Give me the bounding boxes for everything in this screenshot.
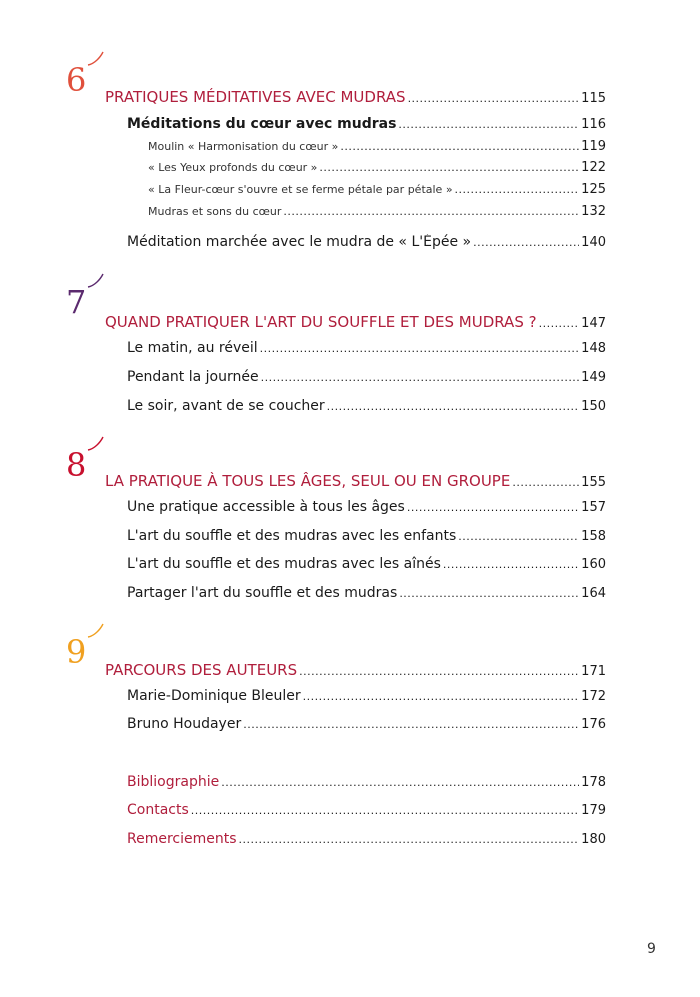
page-number: 178 [581, 775, 606, 790]
dot-leader [283, 205, 579, 218]
back-matter-title: Remerciements [127, 831, 237, 847]
dot-leader [443, 558, 579, 571]
page-folio: 9 [647, 941, 656, 957]
subsection-title: Mudras et sons du cœur [148, 205, 282, 218]
back-matter-title: Contacts [127, 802, 189, 818]
toc-section[interactable] [127, 340, 606, 356]
chapter-number-6 [66, 61, 87, 99]
toc-section[interactable] [127, 398, 606, 414]
dot-leader [512, 476, 579, 489]
dot-leader [303, 690, 580, 703]
toc-acknowledgements[interactable] [127, 831, 606, 847]
page-number: 147 [581, 316, 606, 331]
chapter-title: PARCOURS DES AUTEURS [105, 661, 298, 679]
dot-leader [399, 587, 579, 600]
section-title: Méditations du cœur avec mudras [127, 116, 397, 132]
dot-leader [539, 317, 580, 330]
chapter-number-7 [66, 283, 87, 321]
chapter-number-text: 9 [66, 633, 87, 671]
page-number: 132 [581, 204, 606, 219]
page-number: 150 [581, 399, 606, 414]
dot-leader [261, 371, 580, 384]
page-number: 158 [581, 529, 606, 544]
toc-contacts[interactable] [127, 802, 606, 818]
toc-section[interactable] [127, 369, 606, 385]
chapter-number-8 [66, 446, 87, 484]
page-number: 157 [581, 500, 606, 515]
dot-leader [408, 92, 580, 105]
toc-section[interactable] [127, 585, 606, 601]
page-number: 149 [581, 370, 606, 385]
page-number: 171 [581, 664, 606, 679]
section-title: Méditation marchée avec le mudra de « L'Épée » [127, 234, 472, 250]
toc-section[interactable] [127, 499, 606, 515]
chapter-number-text: 8 [66, 446, 87, 484]
page-number: 140 [581, 235, 606, 250]
page-number: 160 [581, 557, 606, 572]
subsection-title: « Les Yeux profonds du cœur » [148, 161, 318, 174]
page-number: 148 [581, 341, 606, 356]
back-matter-title: Bibliographie [127, 774, 220, 790]
toc-section[interactable] [127, 716, 606, 732]
page-number: 172 [581, 689, 606, 704]
section-title: L'art du souffle et des mudras avec les aînés [127, 556, 441, 572]
section-title: Marie-Dominique Bleuler [127, 688, 301, 704]
dot-leader [455, 183, 580, 196]
dot-leader [458, 530, 579, 543]
dot-leader [260, 342, 580, 355]
section-title: Pendant la journée [127, 369, 259, 385]
dot-leader [221, 776, 579, 789]
toc-section[interactable] [127, 688, 606, 704]
section-title: Le soir, avant de se coucher [127, 398, 325, 414]
toc-subsection[interactable] [148, 182, 606, 197]
section-title: Une pratique accessible à tous les âges [127, 499, 405, 515]
dot-leader [473, 236, 579, 249]
subsection-title: « La Fleur-cœur s'ouvre et se ferme pétale par pétale » [148, 183, 453, 196]
toc-chapter-7-title[interactable] [105, 313, 606, 331]
dot-leader [299, 665, 579, 678]
section-title: Partager l'art du souffle et des mudras [127, 585, 398, 601]
toc-section[interactable] [127, 116, 606, 132]
page-number: 125 [581, 182, 606, 197]
page-number: 176 [581, 717, 606, 732]
section-title: Bruno Houdayer [127, 716, 242, 732]
toc-chapter-6-title[interactable] [105, 88, 606, 106]
swash-ornament-icon [86, 272, 106, 290]
dot-leader [327, 400, 580, 413]
page-number: 122 [581, 160, 606, 175]
page-number: 119 [581, 139, 606, 154]
dot-leader [398, 118, 579, 131]
dot-leader [340, 140, 579, 153]
dot-leader [243, 718, 579, 731]
toc-section[interactable] [127, 528, 606, 544]
swash-ornament-icon [86, 435, 106, 453]
toc-subsection[interactable] [148, 139, 606, 154]
dot-leader [239, 833, 580, 846]
chapter-title: QUAND PRATIQUER L'ART DU SOUFFLE ET DES MUDRAS ? [105, 313, 537, 331]
swash-ornament-icon [86, 622, 106, 640]
page-number: 116 [581, 117, 606, 132]
section-title: L'art du souffle et des mudras avec les enfants [127, 528, 457, 544]
toc-subsection[interactable] [148, 160, 606, 175]
chapter-title: PRATIQUES MÉDITATIVES AVEC MUDRAS [105, 88, 406, 106]
chapter-number-text: 7 [66, 283, 87, 321]
dot-leader [407, 501, 579, 514]
chapter-number-text: 6 [66, 61, 87, 99]
section-title: Le matin, au réveil [127, 340, 258, 356]
chapter-title: LA PRATIQUE À TOUS LES ÂGES, SEUL OU EN GROUPE [105, 472, 511, 490]
dot-leader [191, 804, 579, 817]
chapter-number-9 [66, 633, 87, 671]
swash-ornament-icon [86, 50, 106, 68]
toc-section[interactable] [127, 556, 606, 572]
toc-bibliography[interactable] [127, 774, 606, 790]
page-number: 180 [581, 832, 606, 847]
dot-leader [319, 161, 579, 174]
page-number: 179 [581, 803, 606, 818]
toc-subsection[interactable] [148, 204, 606, 219]
toc-chapter-9-title[interactable] [105, 661, 606, 679]
page-number: 155 [581, 475, 606, 490]
toc-chapter-8-title[interactable] [105, 472, 606, 490]
page-number: 164 [581, 586, 606, 601]
subsection-title: Moulin « Harmonisation du cœur » [148, 140, 339, 153]
toc-section[interactable] [127, 234, 606, 250]
page-number: 115 [581, 91, 606, 106]
